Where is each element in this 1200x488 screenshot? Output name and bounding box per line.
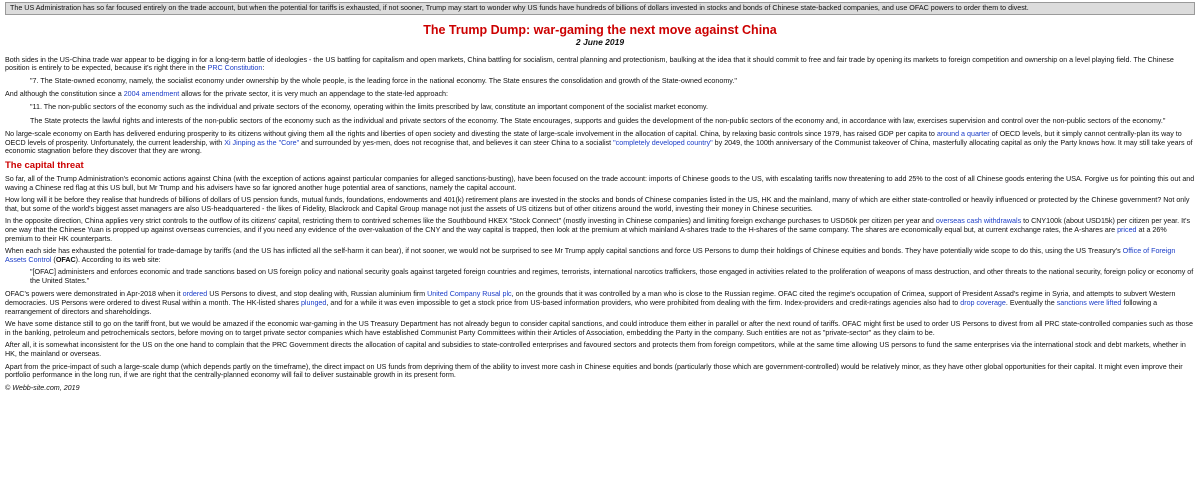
paragraph-ofac: When each side has exhausted the potential for trade-damage by tariffs (and the US has inflicted all the self-harm it can bear), if not sooner, we would not be surprised to see Mr Trump apply capital sanctions and force US Persons to dump their holdings of Chinese equities and bonds. They have potentially wide scope to do this, using the US Treasury's Office of Foreign Assets Control (OFAC). According to its web site:	[5, 247, 1176, 264]
link-completely-developed-country[interactable]: "completely developed country"	[613, 138, 713, 147]
link-rusal[interactable]: United Company Rusal plc	[427, 290, 512, 299]
link-priced[interactable]: priced	[1117, 225, 1137, 234]
link-2004-amendment[interactable]: 2004 amendment	[123, 90, 180, 99]
link-xi-jinping-core[interactable]: Xi Jinping as the "Core"	[224, 138, 300, 147]
link-overseas-cash-withdrawals[interactable]: overseas cash withdrawals	[935, 217, 1022, 226]
copyright-footer: © Webb-site.com, 2019	[5, 383, 80, 392]
paragraph-trade-account: So far, all of the Trump Administration's economic actions against China (with the exception of actions against particular companies for alleged sanctions-busting), have been focused on the trade account: imports of Chinese goods to the US, with escalating tariffs now threatening to add 25% to the cost of all Chinese goods entering the USA. Forgive us for pointing this out and waving a Chinese red flag at this US bull, but Mr Trump and his advisers have so far ignored another huge potential area of sanctions, namely the capital account.	[5, 174, 1195, 192]
link-ofac[interactable]: Office of Foreign Assets Control	[5, 247, 1176, 264]
section-heading: The capital threat	[5, 159, 84, 171]
link-drop-coverage[interactable]: drop coverage	[960, 299, 1006, 308]
paragraph-amendment: And although the constitution since a 2004 amendment allows for the private sector, it is very much an appendage to the state-led approach:	[5, 90, 448, 99]
link-plunged[interactable]: plunged	[300, 299, 327, 308]
paragraph-capital-controls: In the opposite direction, China applies very strict controls to the outflow of its citizens' capital, restricting them to contrived schemes like the Southbound HKEX "Stock Connect" (mostly investing in Chinese companies) and limiting foreign exchange purchases to USD50k per citizen per year and overseas cash withdrawals to CNY100k (about USD15k) per citizen per year. It's one way that the Chinese Yuan is propped up against overseas currencies, and if you need any evidence of the over-valuation of the CNY and the way capital is trapped, then look at the premium at which mainland A-shares trade to the H-shares of the same company. The shares are economically equal but, at current exchange rates, the A-shares are priced at a 26% premium to their HK counterparts.	[5, 217, 1191, 243]
article-date: 2 June 2019	[575, 36, 625, 47]
article-title: The Trump Dump: war-gaming the next move against China	[423, 22, 777, 37]
quote-article-11: "11. The non-public sectors of the economy such as the individual and private sectors of the economy, operating within the limits prescribed by law, constitute an important component of the socialist market economy. The State protects the lawful rights and interests of the non-public sectors of the economy such as the individual and private sectors of the economy. The State encourages, supports and guides the development of the non-public sectors of the economy and, in accordance with law, exercises supervision and control over the non-public sectors of the economy."	[30, 102, 1166, 125]
paragraph-prosperity: No large-scale economy on Earth has delivered enduring prosperity to its citizens without giving them all the rights and liberties of open society and divesting the state of large-scale involvement in the allocation of capital. China, by relaxing basic controls since 1979, has raised GDP per capita to around a quarter of OECD levels, but it simply cannot centrally-plan its way to OECD levels of prosperity. Unfortunately, the current leadership, with Xi Jinping as the "Core" and surrounded by yes-men, does not recognise that, and believes it can steer China to a socialist "completely developed country" by 2049, the 100th anniversary of the Communist takeover of China, masterfully allocating capital as only the Party knows how. It may still take years of economic stagnation before they discover that they are wrong.	[5, 130, 1193, 156]
paragraph-inconsistent: After all, it is somewhat inconsistent for the US on the one hand to complain that the PRC Government directs the allocation of capital and subsidies to state-controlled enterprises and favoured sectors and protects them from foreign competitors, while at the same time allowing US persons to fund the same enterprises via the international stock and debt markets, whether in HK, the mainland or overseas.	[5, 341, 1186, 359]
link-sanctions-lifted[interactable]: sanctions were lifted	[1056, 299, 1122, 308]
quote-ofac: "[OFAC] administers and enforces economic and trade sanctions based on US foreign policy and national security goals against targeted foreign countries and regimes, terrorists, international narcotics traffickers, those engaged in activities related to the proliferation of weapons of mass destruction, and other threats to the national security, foreign policy or economy of the United States."	[30, 268, 1194, 285]
paragraph-war-gaming: We have some distance still to go on the tariff front, but we would be amazed if the economic war-gaming in the US Treasury Department has not already begun to consider capital sanctions, and could introduce them either in parallel or after the next round of tariffs. OFAC might first be used to order US Persons to divest from all PRC state-controlled companies such as those in the banking, petroleum and petrochemicals sectors, before moving on to target private sector companies which have established Communist Party Committees within their Articles of Association, embedding the Party in the company. Such entities are not as "private-sector" as they claim to be.	[5, 320, 1193, 337]
link-around-a-quarter[interactable]: around a quarter	[936, 130, 990, 139]
quote-article-7: "7. The State-owned economy, namely, the socialist economy under ownership by the whole people, is the leading force in the national economy. The State ensures the consolidation and growth of the State-owned economy."	[30, 76, 737, 85]
link-ordered[interactable]: ordered	[182, 290, 208, 299]
summary-box: The US Administration has so far focused entirely on the trade account, but when the potential for tariffs is exhausted, if not sooner, Trump may start to wonder why US funds have hundreds of billions of dollars invested in stocks and bonds of Chinese state-backed companies, and use OFAC powers to order them to divest.	[5, 2, 1195, 15]
paragraph-us-funds: How long will it be before they realise that hundreds of billions of dollars of US pension funds, mutual funds, foundations, endowments and 401(k) retirement plans are invested in the stocks and bonds of Chinese companies listed in the US, HK and the mainland, many of which are either state-controlled or heavily influenced or protected by the Chinese government? Not only that, but some of the world's biggest asset managers are also US-headquartered - the likes of Fidelity, Blackrock and Capital Group manage not just the assets of US citizens but of other citizens around the world, investing their money in Chinese securities.	[5, 196, 1190, 213]
link-prc-constitution[interactable]: PRC Constitution	[207, 64, 263, 73]
paragraph-price-impact: Apart from the price-impact of such a large-scale dump (which depends partly on the timeframe), the direct impact on US funds from depriving them of the ability to invest more cash in Chinese equities and bonds (particularly those which are government-controlled) would be relatively minor, as they have other global opportunities for their capital. It might even improve their portfolio performance in the long run, if we are right that the centrally-planned economy will fail to deliver sustainable growth in its present form.	[5, 362, 1183, 380]
paragraph-intro: Both sides in the US-China trade war appear to be digging in for a long-term battle of ideologies - the US battling for capitalism and open markets, China battling for socialism, central planning and protectionism, baulking at the idea that it should commit to free and fair trade by opening its markets to foreign competition and ownership on a level playing field. The Chinese position is entirely to be expected, because it's right there in the PRC Constitution:	[5, 55, 1174, 73]
paragraph-rusal: OFAC's powers were demonstrated in Apr-2018 when it ordered US Persons to divest, and stop dealing with, Russian aluminium firm United Company Rusal plc, on the grounds that it was controlled by a man who is close to the Russian regime. OFAC cited the regime's occupation of Crimea, support of President Assad's regime in Syria, and attempts to subvert Western democracies. US Persons were ordered to divest Rusal within a month. The HK-listed shares plunged, and for a while it was even impossible to get a stock price from US-based information providers, who were prohibited from dealing with the firm. Index-providers and credit-ratings agencies also had to drop coverage. Eventually the sanctions were lifted following a rearrangement of directors and shareholdings.	[5, 290, 1176, 316]
